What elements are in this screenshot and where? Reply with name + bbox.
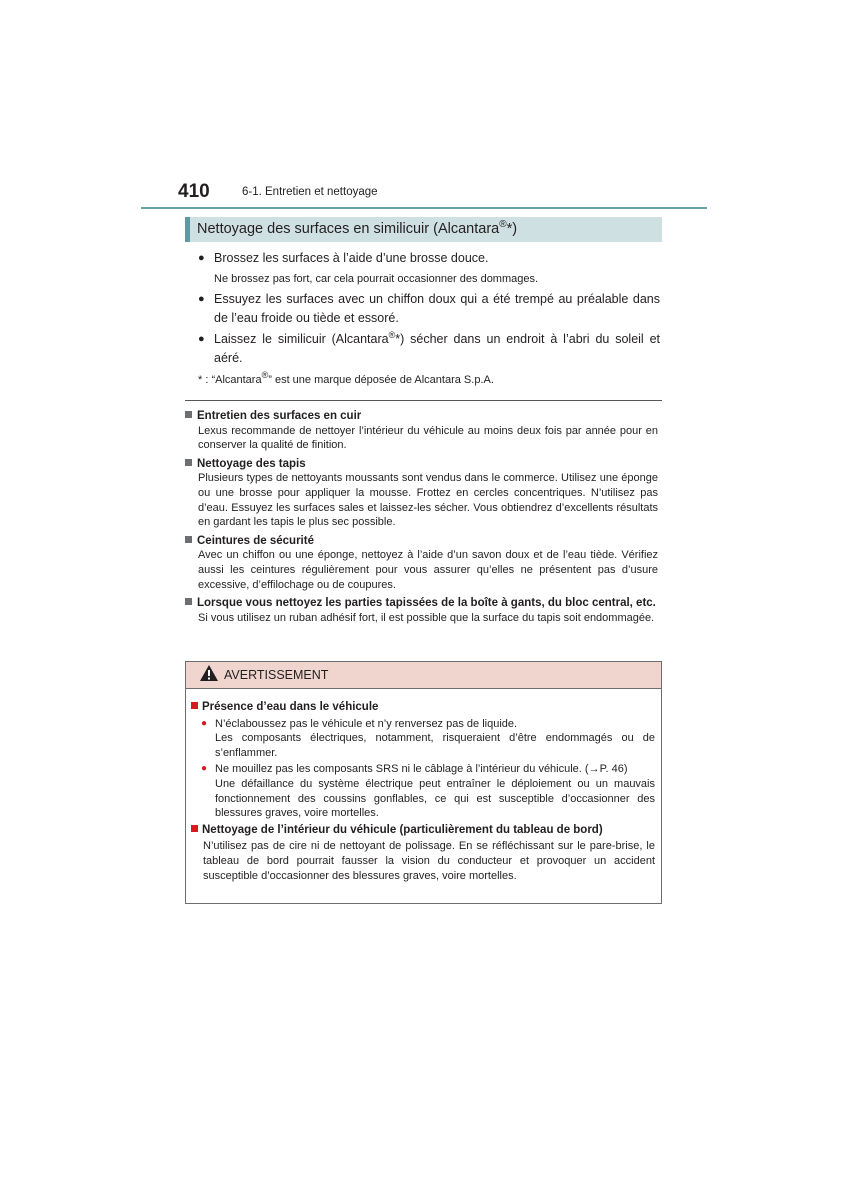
section-title-text: Nettoyage des surfaces en similicuir (Alcantara [197,221,500,237]
square-bullet-icon [185,411,192,418]
footnote-text-b: ” est une marque déposée de Alcantara S.p.A. [268,374,494,386]
warning-heading [191,700,655,715]
square-bullet-icon [185,536,192,543]
warning-heading [191,823,655,838]
page-number: 410 [178,181,210,202]
registered-mark: ® [388,330,396,340]
page-header [0,180,848,210]
instruction-item [198,249,660,268]
registered-mark: ® [499,219,507,230]
warning-triangle-icon [199,664,219,682]
note-title: Entretien des surfaces en cuir [197,410,362,422]
instruction-item [198,290,660,328]
warning-title: Présence d’eau dans le véhicule [202,701,379,713]
chapter-title: 6-1. Entretien et nettoyage [242,186,378,198]
header-rule [141,207,707,209]
divider [185,400,662,401]
note-heading [185,457,658,472]
instruction-item [198,330,660,368]
note-heading [185,596,658,611]
note-body: Si vous utilisez un ruban adhésif fort, il est possible que la surface du tapis soit endommagée. [198,611,655,624]
square-bullet-icon [185,598,192,605]
note-body: Lexus recommande de nettoyer l’intérieur du véhicule au moins deux fois par année pour en conserver la qualité de finition. [198,424,658,452]
instruction-text-b: *) sécher dans un endroit à l’abri du soleil et aéré. [214,332,660,365]
instruction-text-a: Laissez le similicuir (Alcantara [214,332,389,346]
warning-detail: Les composants électriques, notamment, risqueraient d’être endommagés ou de s’enflammer. [215,732,655,759]
instruction-note: Ne brossez pas fort, car cela pourrait occasionner des dommages. [214,273,539,285]
warning-title: Nettoyage de l’intérieur du véhicule (particulièrement du tableau de bord) [202,823,603,836]
footnote [198,372,660,388]
note-body: Avec un chiffon ou une éponge, nettoyez à l’aide d’un savon doux et de l’eau tiède. Vérifiez aussi les ceintures régulièrement pour vous assurer qu’elles ne présentent pas d’usure excessive, d’effilochage ou de coupures. [198,549,658,591]
warning-header [186,662,661,689]
warning-box [185,661,662,904]
warning-detail: Une défaillance du système électrique peut entraîner le déploiement ou un mauvais fonctionnement des coussins gonflables, ce qui est susceptible d’occasionner des blessures graves, voire mortelles. [215,777,655,820]
instruction-text: Essuyez les surfaces avec un chiffon doux qui a été trempé au préalable dans de l’eau froide ou tiède et essoré. [214,292,660,325]
note-title: Nettoyage des tapis [197,457,306,470]
note-body: Plusieurs types de nettoyants moussants sont vendus dans le commerce. Utilisez une éponge ou une brosse pour appliquer la mousse. Frottez en cercles concentriques. N’utilisez pas d’eau. Essuyez les surfaces sales et laissez-les sécher. Vous obtiendrez d’excellents résultats en gardant les tapis le plus sec possible. [198,472,658,529]
section-title [185,217,662,242]
instruction-list [198,249,660,388]
warning-bullet: ● Ne mouillez pas les composants SRS ni le câblage à l’intérieur du véhicule. (→P. 46) [191,762,655,777]
square-bullet-icon [185,459,192,466]
section-title-end: *) [506,221,518,237]
warning-body [186,689,661,883]
footnote-text-a: * : “Alcantara [198,374,262,386]
note-heading [185,409,658,424]
note-heading [185,534,658,549]
warning-bullet: ● N’éclaboussez pas le véhicule et n’y renversez pas de liquide. [191,717,655,732]
note-title: Lorsque vous nettoyez les parties tapissées de la boîte à gants, du bloc central, etc. [197,597,656,610]
registered-mark: ® [261,370,269,380]
instruction-text: Brossez les surfaces à l’aide d’une brosse douce. [214,251,489,265]
red-square-icon [191,702,198,709]
notes-section [185,407,658,629]
note-title: Ceintures de sécurité [197,534,314,547]
red-square-icon [191,825,198,832]
warning-detail: N’utilisez pas de cire ni de nettoyant de polissage. En se réfléchissant sur le pare-brise, le tableau de bord pourrait fausser la vision du conducteur et provoquer un accident susceptible d’occasionner des blessures graves, voire mortelles. [203,840,655,882]
warning-label: AVERTISSEMENT [224,668,329,682]
